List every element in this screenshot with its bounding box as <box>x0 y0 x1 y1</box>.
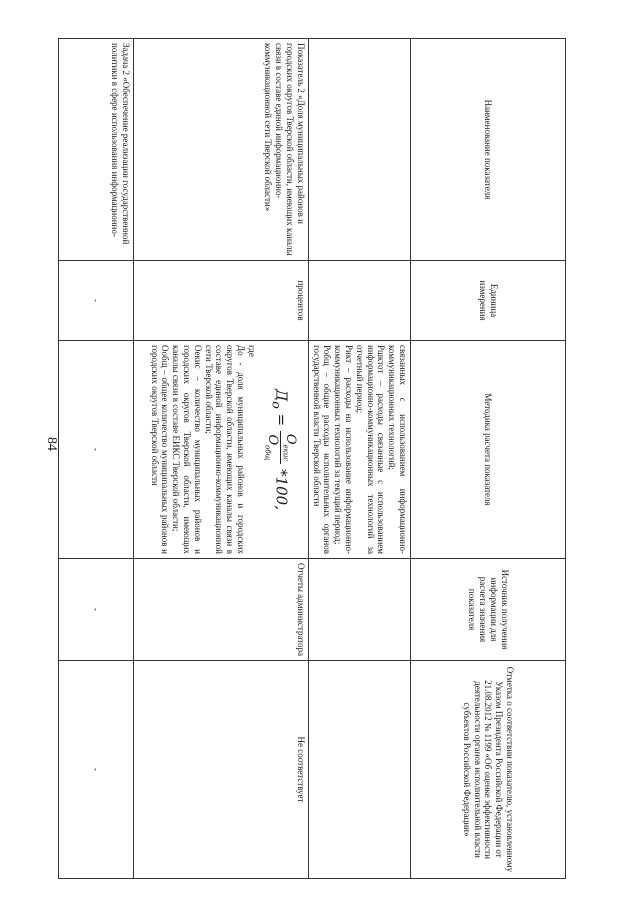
row3-name: Задача 2 «Обеспечение реализации государственной политики в сфере использования информационно- <box>58 39 133 261</box>
formula-lhs-sub: о <box>269 401 285 409</box>
formula-num-sub: екис <box>281 444 290 462</box>
row2-method-line: Оекис – количество муниципальных районов и городских округов Тверской области, имеющих каналы связи в составе ЕИКС Тверской области; <box>171 345 203 554</box>
row3-mark: - <box>58 661 133 879</box>
row2-formula: $Д_о$ = $О_{екис}$ $О_{общ}$ *100, <box>263 389 298 510</box>
row1-method-line: Ршктот – расходы связанные с использованием информационно-коммуникационных технологий за отчетный период; <box>354 345 387 554</box>
formula-lhs: Д <box>272 389 291 402</box>
row1-unit <box>308 261 410 341</box>
row3-source: - <box>58 559 133 661</box>
formula-numerator <box>280 431 298 464</box>
row1-name <box>308 39 410 261</box>
row2-source: Отчеты администратора <box>133 559 308 661</box>
header-indicator-name: Наименование показателя <box>411 39 566 261</box>
header-compliance-mark: Отметка о соответствии показателю, установленному Указом Президента Российской Федерации от 21.08.2012 № 1199 «Об оценке эффективности деятельности органов исполнительной власти субъектов Российской Федерации» <box>411 661 566 879</box>
indicator-table <box>58 38 566 879</box>
row1-method-line: связанных с использованием информационно-коммуникационных технологий; <box>387 345 408 554</box>
table-row <box>58 39 133 879</box>
row1-method-line: Робщ – общие расходы исполнительных органов государственной власти Тверской области <box>311 345 333 554</box>
formula-num-letter: О <box>282 433 298 445</box>
row1-method-line: Рикт – расходы на использование информационно-коммуникационных технологий за текущий период; <box>333 345 355 554</box>
formula-den-letter: О <box>264 434 280 446</box>
rotated-table-wrapper <box>66 38 566 878</box>
row2-name: Показатель 2 «Доля муниципальных районов и городских округов Тверской области, имеющих каналы связи в составе единой информационно-коммуникационной сети Тверской области» <box>133 39 308 261</box>
row1-mark <box>308 661 410 879</box>
row2-mark: Не соответствует <box>133 661 308 879</box>
header-source: Источник получения информации для расчета значения показателя <box>411 559 566 661</box>
page-number: 84 <box>44 437 59 451</box>
formula-fraction <box>263 431 298 464</box>
formula-den-sub: общ <box>263 445 272 461</box>
formula-tail: *100, <box>272 469 291 510</box>
header-method: Методика расчета показателя <box>411 341 566 559</box>
row3-unit: - <box>58 261 133 341</box>
row3-method: - <box>58 341 133 559</box>
row1-source <box>308 559 410 661</box>
row2-method <box>133 341 308 559</box>
table-row <box>133 39 308 879</box>
row2-method-line: До - доля муниципальных районов и городских округов Тверской области, имеющих каналы связи в составе единой информационно-коммуникационной сети Тверской области; <box>203 345 247 554</box>
row1-method <box>308 341 410 559</box>
row2-unit: процентов <box>133 261 308 341</box>
table-header-row <box>411 39 566 879</box>
header-unit: Единица измерения <box>411 261 566 341</box>
row2-method-line: Oобщ – общее количество муниципальных районов и городских округов Тверской области <box>149 345 171 554</box>
table-row <box>308 39 410 879</box>
formula-denominator <box>263 431 280 464</box>
row2-method-where: где <box>246 345 257 357</box>
